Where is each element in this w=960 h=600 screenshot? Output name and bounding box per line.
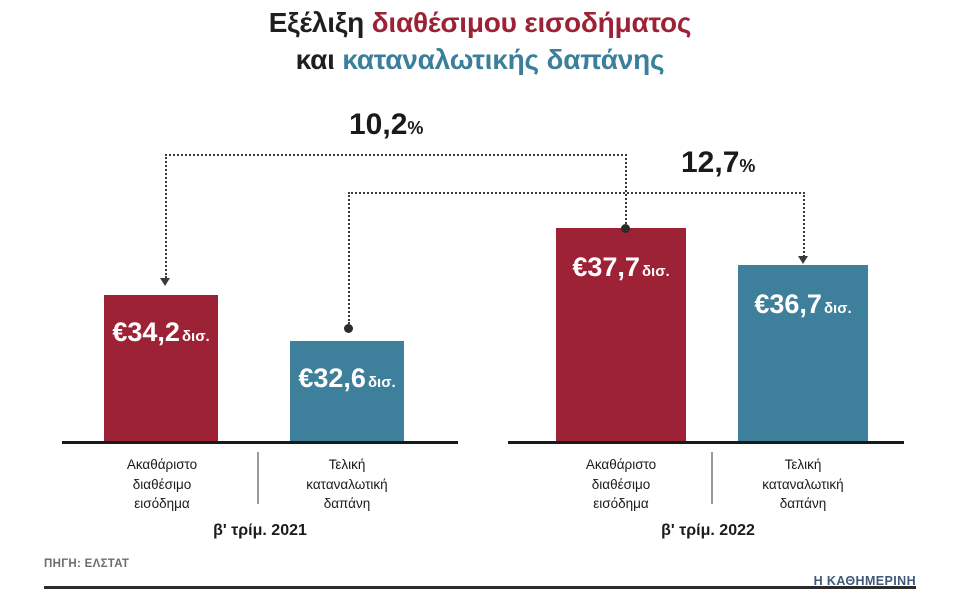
annotation-spending-label xyxy=(681,146,755,180)
annotation-income-arrow-icon xyxy=(160,278,170,286)
category-label-2022-income-line-3: εισόδημα xyxy=(593,496,649,512)
bar-2022-income-value-unit: δισ. xyxy=(641,263,670,280)
bar-2022-spending-value-unit: δισ. xyxy=(823,300,852,317)
annotation-income-label xyxy=(349,108,423,142)
bar-2022-spending-value xyxy=(738,289,868,320)
chart-title-line-1-part-2: διαθέσιμου εισοδήματος xyxy=(371,7,692,38)
bar-2022-spending[interactable] xyxy=(738,265,868,441)
annotation-income-connector-right xyxy=(625,154,627,228)
annotation-income-percent-sign: % xyxy=(407,118,424,138)
bar-2021-spending-value xyxy=(290,363,404,394)
chart-title-line-1-part-1: Εξέλιξη xyxy=(268,7,372,38)
group-2-inner-divider xyxy=(711,452,713,504)
annotation-spending-percent-sign: % xyxy=(739,156,756,176)
bar-2022-income[interactable] xyxy=(556,228,686,441)
bar-2022-income-value xyxy=(556,252,686,283)
category-label-2021-income-line-1: Ακαθάριστο xyxy=(126,457,198,472)
bar-2021-income-value-number: €34,2 xyxy=(112,317,180,347)
annotation-spending-connector-right xyxy=(803,192,805,260)
chart-title-line-2-part-2: καταναλωτικής δαπάνης xyxy=(342,44,665,76)
chart-title-line-2-part-1: και xyxy=(295,44,343,76)
bar-2022-income-value-number: €37,7 xyxy=(572,252,640,282)
annotation-income-connector-left xyxy=(165,154,167,278)
chart-title xyxy=(0,4,960,78)
annotation-spending-connector-left xyxy=(348,192,350,324)
category-label-2022-spending-line-2: καταναλωτική xyxy=(762,476,844,492)
annotation-spending-value: 12,7 xyxy=(681,146,740,179)
axis-line-group-2 xyxy=(508,441,904,444)
bar-2022-spending-value-number: €36,7 xyxy=(754,289,822,319)
bar-2021-spending-value-number: €32,6 xyxy=(298,363,366,393)
category-label-2021-income-line-3: εισόδημα xyxy=(134,496,190,512)
footer-divider xyxy=(44,586,916,589)
category-label-2022-income xyxy=(551,455,691,514)
category-label-2021-spending-line-1: Τελική xyxy=(328,457,366,472)
category-label-2021-spending-line-3: δαπάνη xyxy=(323,496,371,512)
annotation-spending-endpoint-dot xyxy=(344,324,353,333)
category-label-2022-spending-line-3: δαπάνη xyxy=(779,496,827,512)
category-label-2021-income-line-2: διαθέσιμο xyxy=(132,476,192,492)
category-label-2021-income xyxy=(92,455,232,514)
bar-2021-income[interactable] xyxy=(104,295,218,441)
category-label-2022-spending xyxy=(733,455,873,514)
group-label-2022: β' τρίμ. 2022 xyxy=(661,522,755,539)
category-label-2022-income-line-1: Ακαθάριστο xyxy=(585,457,657,472)
annotation-spending-connector-top xyxy=(348,192,805,194)
annotation-income-value: 10,2 xyxy=(349,108,408,141)
brand-label: Η ΚΑΘΗΜΕΡΙΝΗ xyxy=(813,574,916,588)
bar-2021-income-value-unit: δισ. xyxy=(181,328,210,345)
category-label-2022-spending-line-1: Τελική xyxy=(784,457,822,472)
annotation-income-connector-top xyxy=(165,154,627,156)
category-label-2021-spending-line-2: καταναλωτική xyxy=(306,476,388,492)
bar-2021-spending[interactable] xyxy=(290,341,404,441)
group-1-inner-divider xyxy=(257,452,259,504)
chart-title-line-2 xyxy=(0,41,960,78)
annotation-spending-arrow-icon xyxy=(798,256,808,264)
source-label: ΠΗΓΗ: ΕΛΣΤΑΤ xyxy=(44,558,130,570)
group-label-2021: β' τρίμ. 2021 xyxy=(213,522,307,539)
annotation-income-endpoint-dot xyxy=(621,224,630,233)
category-label-2021-spending xyxy=(277,455,417,514)
bar-2021-spending-value-unit: δισ. xyxy=(367,374,396,391)
chart-title-line-1 xyxy=(0,4,960,41)
axis-line-group-1 xyxy=(62,441,458,444)
bar-2021-income-value xyxy=(104,317,218,348)
category-label-2022-income-line-2: διαθέσιμο xyxy=(591,476,651,492)
